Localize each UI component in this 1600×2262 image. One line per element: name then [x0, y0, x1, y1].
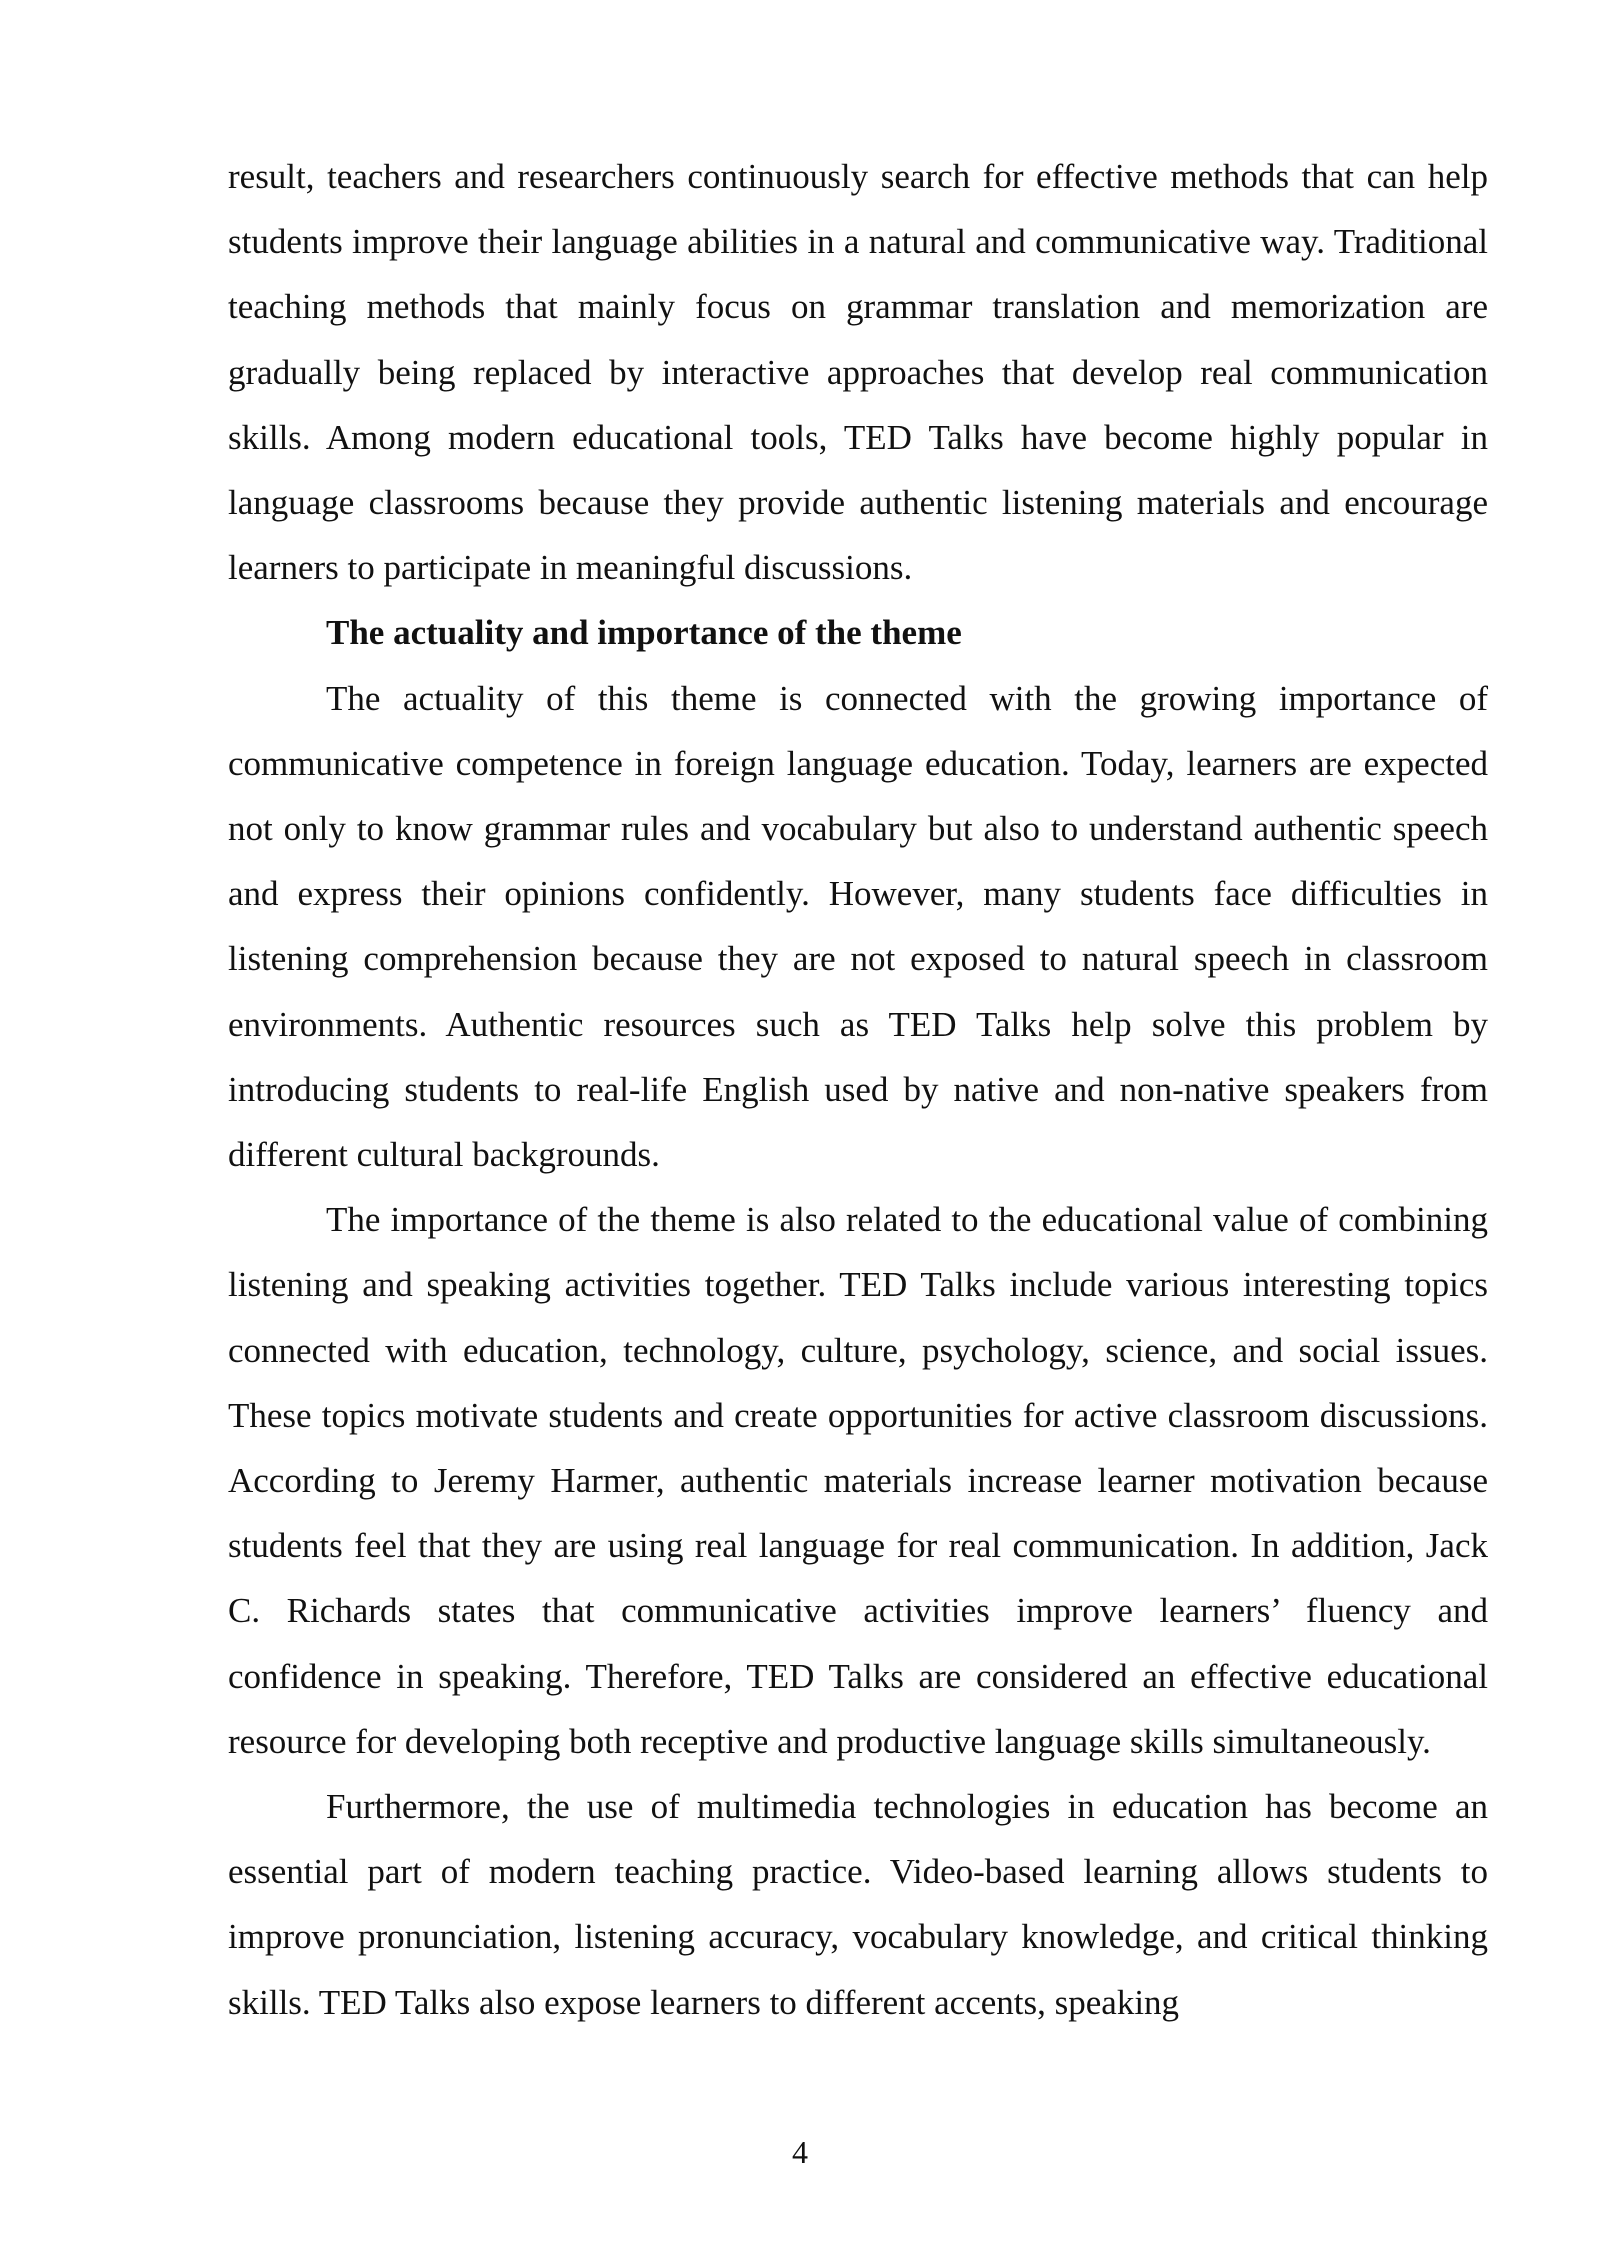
paragraph-importance: The importance of the theme is also related to the educational value of combining listening and speaking activities together. TED Talks include various interesting topics connected with education, technology, culture, psychology, science, and social issues. These topics motivate students and create opportunities for active classroom discussions. According to Jeremy Harmer, authentic materials increase learner motivation because students feel that they are using real language for real communication. In addition, Jack C. Richards states that communicative activities improve learners’ fluency and confidence in speaking. Therefore, TED Talks are considered an effective educational resource for developing both receptive and productive language skills simultaneously. — [228, 1200, 1488, 1761]
paragraph-continuation: result, teachers and researchers continuously search for effective methods that can help students improve their language abilities in a natural and communicative way. Traditional teaching methods that mainly focus on grammar translation and memorization are gradually being replaced by interactive approaches that develop real communication skills. Among modern educational tools, TED Talks have become highly popular in language classrooms because they provide authentic listening materials and encourage learners to participate in meaningful discussions. — [228, 157, 1488, 588]
paragraph-actuality: The actuality of this theme is connected with the growing importance of communicative competence in foreign language education. Today, learners are expected not only to know grammar rules and vocabulary but also to understand authentic speech and express their opinions confidently. However, many students face difficulties in listening comprehension because they are not exposed to natural speech in classroom environments. Authentic resources such as TED Talks help solve this problem by introducing students to real-life English used by native and non-native speakers from different cultural backgrounds. — [228, 678, 1488, 1175]
page-number: 4 — [792, 2134, 808, 2170]
page-body — [228, 144, 1488, 2035]
section-heading: The actuality and importance of the theme — [326, 613, 962, 653]
paragraph-multimedia: Furthermore, the use of multimedia technologies in education has become an essential part of modern teaching practice. Video-based learning allows students to improve pronunciation, listening accuracy, vocabulary knowledge, and critical thinking skills. TED Talks also expose learners to different accents, speaking — [228, 1787, 1488, 2022]
